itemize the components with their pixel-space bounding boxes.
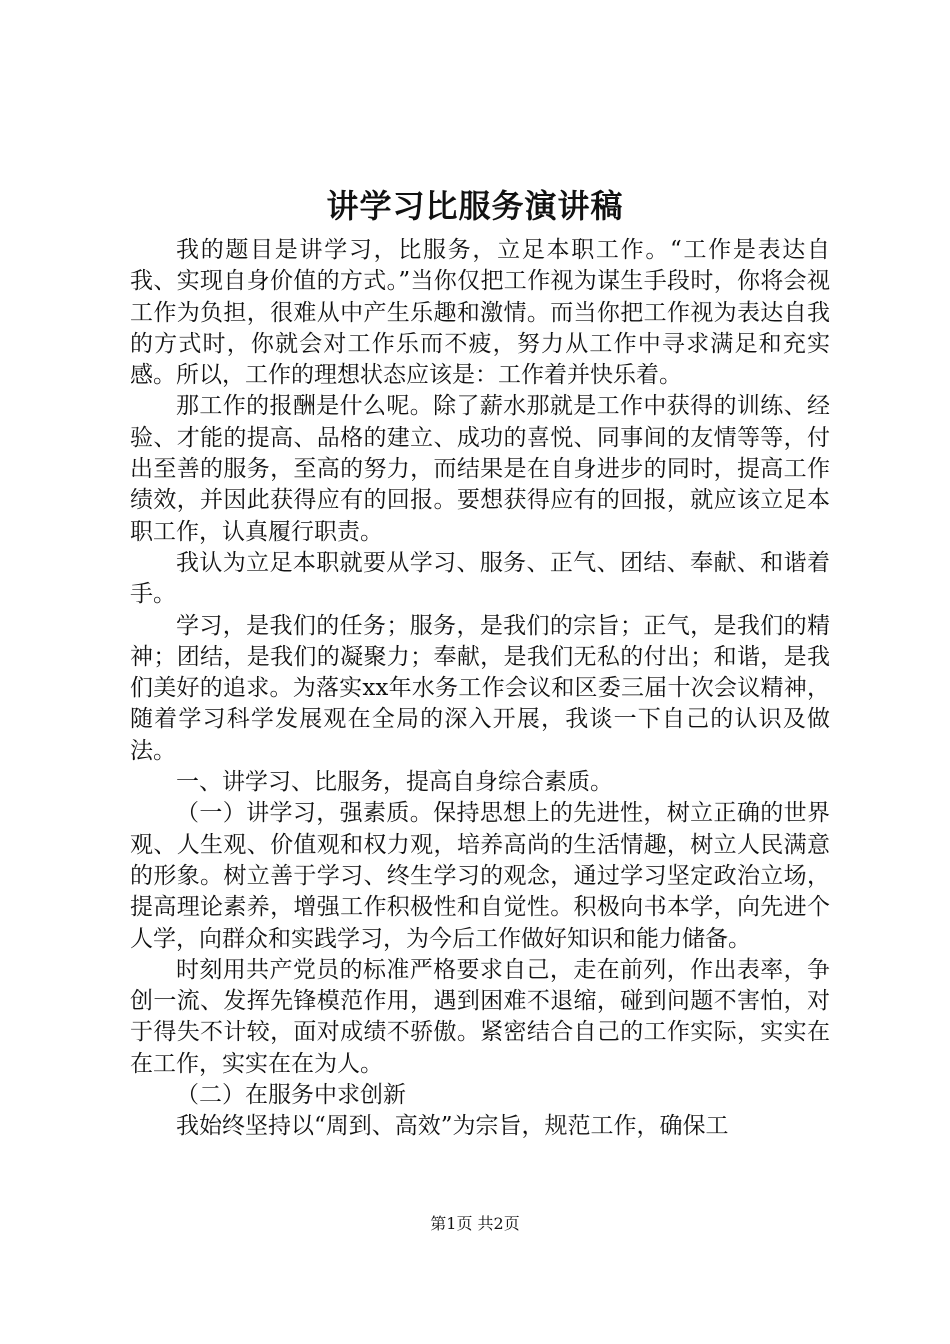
- paragraph: （一）讲学习，强素质。保持思想上的先进性，树立正确的世界观、人生观、价值观和权力观，培养高尚的生活情趣，树立人民满意的形象。树立善于学习、终生学习的观念，通过学习坚定政治立场，提高理论素养，增强工作积极性和自觉性。积极向书本学，向先进个人学，向群众和实践学习，为今后工作做好知识和能力储备。: [130, 800, 830, 952]
- paragraph: 我始终坚持以“周到、高效”为宗旨，规范工作，确保工: [176, 1113, 729, 1140]
- document-title: 讲学习比服务演讲稿: [326, 187, 624, 225]
- paragraph: 那工作的报酬是什么呢。除了薪水那就是工作中获得的训练、经验、才能的提高、品格的建立、成功的喜悦、同事间的友情等等，付出至善的服务，至高的努力，而结果是在自身进步的同时，提高工作绩效，并因此获得应有的回报。要想获得应有的回报，就应该立足本职工作，认真履行职责。: [130, 393, 830, 545]
- paragraph: 我认为立足本职就要从学习、服务、正气、团结、奉献、和谐着手。: [130, 549, 830, 608]
- document-body: [130, 235, 830, 1143]
- section-heading: 一、讲学习、比服务，提高自身综合素质。: [176, 769, 613, 796]
- page-footer: 第1页 共2页: [430, 1214, 520, 1233]
- subsection-heading: （二）在服务中求创新: [176, 1082, 406, 1109]
- paragraph: 学习，是我们的任务；服务，是我们的宗旨；正气，是我们的精神；团结，是我们的凝聚力；奉献，是我们无私的付出；和谐，是我们美好的追求。为落实xx年水务工作会议和区委三届十次会议精神，随着学习科学发展观在全局的深入开展，我谈一下自己的认识及做法。: [130, 612, 830, 764]
- paragraph: 我的题目是讲学习，比服务，立足本职工作。“工作是表达自我、实现自身价值的方式。”当你仅把工作视为谋生手段时，你将会视工作为负担，很难从中产生乐趣和激情。而当你把工作视为表达自我的方式时，你就会对工作乐而不疲，努力从工作中寻求满足和充实感。所以，工作的理想状态应该是：工作着并快乐着。: [130, 237, 830, 389]
- paragraph: 时刻用共产党员的标准严格要求自己，走在前列，作出表率，争创一流、发挥先锋模范作用，遇到困难不退缩，碰到问题不害怕，对于得失不计较，面对成绩不骄傲。紧密结合自己的工作实际，实实在在工作，实实在在为人。: [130, 956, 830, 1077]
